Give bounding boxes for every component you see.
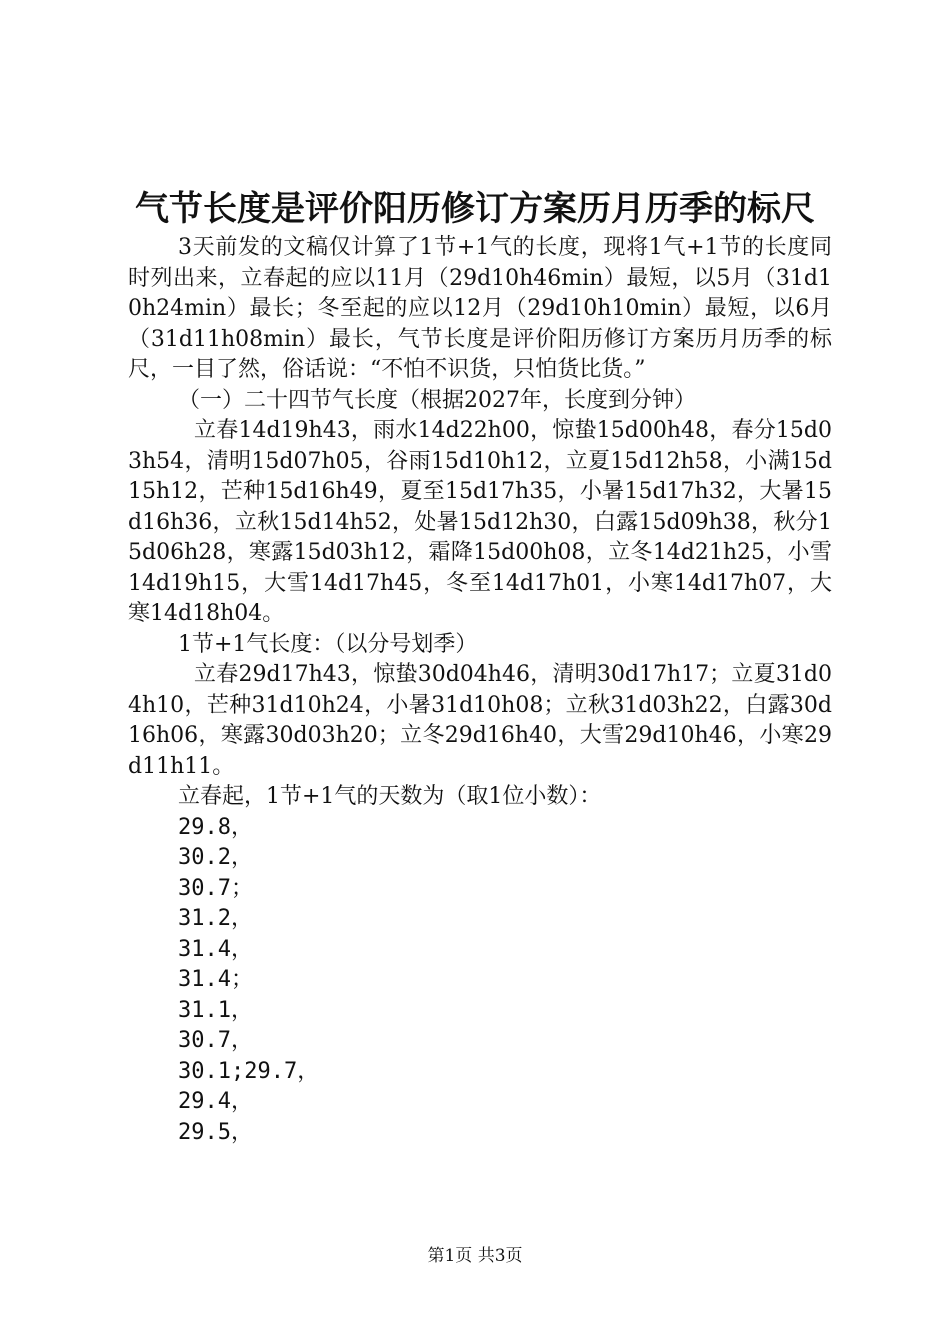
list-item: 29.4， xyxy=(178,1089,253,1114)
page-number-footer: 第1页 共3页 xyxy=(427,1246,523,1266)
solar-terms-lengths-paragraph: 立春14d19h43，雨水14d22h00，惊蛰15d00h48，春分15d03h54，清明15d07h05，谷雨15d10h12，立夏15d12h58，小满15d15h12，芒种15d16h49，夏至15d17h35，小暑15d17h32，大暑15d16h36，立秋15d14h52，处暑15d12h30，白露15d09h38，秋分15d06h28，寒露15d03h12，霜降15d00h08，立冬14d21h25，小雪14d19h15，大雪14d17h45，冬至14d17h01，小寒14d17h07，大寒14d18h04。 xyxy=(128,418,832,626)
list-item: 31.4， xyxy=(178,936,253,962)
list-item: 30.7， xyxy=(178,1028,253,1053)
list-item: 31.2， xyxy=(178,906,253,931)
document-body xyxy=(128,233,832,1148)
list-item: 30.2， xyxy=(178,845,253,870)
list-item: 29.5， xyxy=(178,1119,253,1145)
day-values-list xyxy=(128,813,832,1149)
list-item: 30.1;29.7， xyxy=(178,1058,320,1084)
list-item: 29.8， xyxy=(178,814,253,840)
section-heading-day-values: 立春起，1节+1气的天数为（取1位小数）： xyxy=(178,784,602,809)
section-heading-solar-terms: （一）二十四节气长度（根据2027年，长度到分钟） xyxy=(178,387,696,413)
list-item: 30.7； xyxy=(178,875,253,901)
intro-paragraph: 3天前发的文稿仅计算了1节+1气的长度，现将1气+1节的长度同时列出来，立春起的应以11月（29d10h46min）最短，以5月（31d10h24min）最长；冬至起的应以12月（29d10h10min）最短，以6月（31d11h08min）最长，气节长度是评价阳历修订方案历月历季的标尺，一目了然，俗话说：“不怕不识货，只怕货比货。” xyxy=(128,235,832,382)
list-item: 31.4； xyxy=(178,967,253,992)
section-heading-jie-qi: 1节+1气长度：（以分号划季） xyxy=(178,631,478,657)
list-item: 31.1， xyxy=(178,997,253,1023)
page-title: 气节长度是评价阳历修订方案历月历季的标尺 xyxy=(135,189,815,229)
jie-qi-lengths-paragraph: 立春29d17h43，惊蛰30d04h46，清明30d17h17；立夏31d04h10，芒种31d10h24，小暑31d10h08；立秋31d03h22，白露30d16h06，寒露30d03h20；立冬29d16h40，大雪29d10h46，小寒29d11h11。 xyxy=(128,662,832,779)
